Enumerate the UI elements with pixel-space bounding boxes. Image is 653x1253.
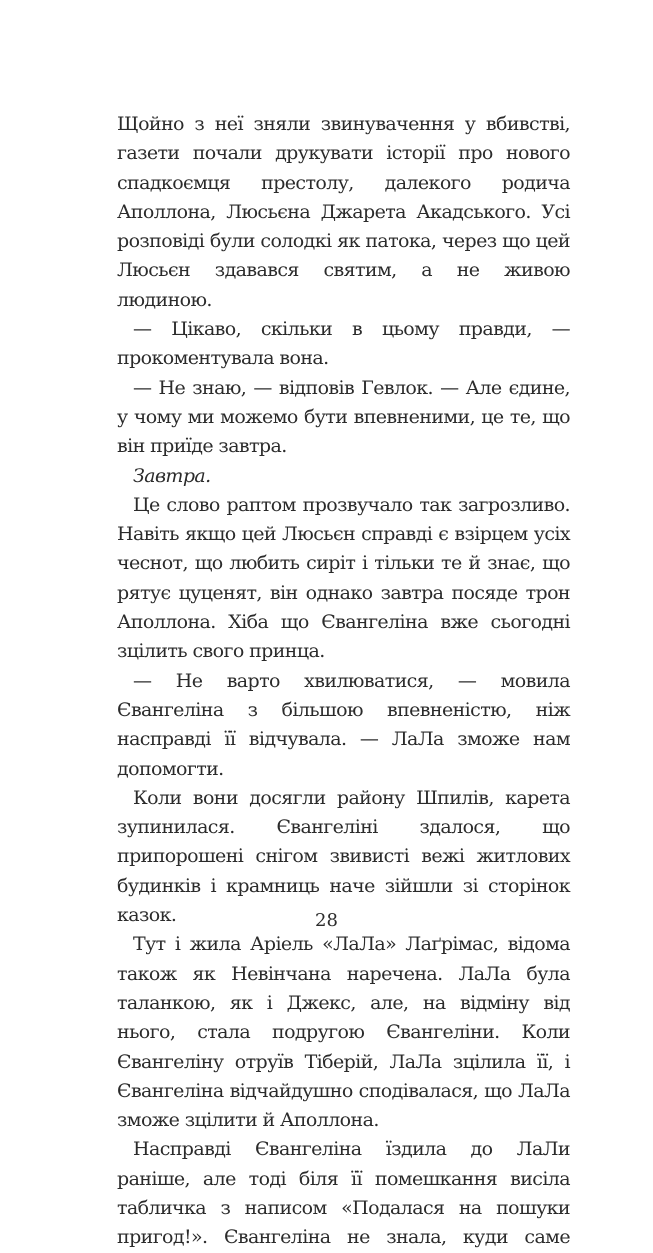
paragraph-tomorrow: Завтра. <box>133 464 211 487</box>
paragraph-dialogue-havelock: — Не знаю, — відповів Гевлок. — Але єдине, у чому ми можемо бути впевненими, це те, що він приїде завтра. <box>117 376 570 458</box>
paragraph-sign: Насправді Євангеліна їздила до ЛаЛи раніше, але тоді біля її помешкання висіла табличка з написом «Подалася на пошуки пригод!». Євангеліна не знала, куди саме <box>117 1138 570 1249</box>
paragraph-spires: Коли вони досягли району Шпилів, карета зупинилася. Євангеліні здалося, що припорошені снігом звивисті вежі житлових будинків і крамниць наче зійшли зі сторінок казок. <box>117 786 570 927</box>
paragraph-dialogue-lala: — Не варто хвилюватися, — мовила Євангеліна з більшою впевненістю, ніж насправді її відчувала. — ЛаЛа зможе нам допомогти. <box>117 669 570 780</box>
paragraph-ariel: Тут і жила Аріель «ЛаЛа» Лаґрімас, відома також як Невінчана наречена. ЛаЛа була таланкою, як і Джекс, але, на відміну від нього, стала подругою Євангеліни. Коли Євангеліну отруїв Тіберій, ЛаЛа зцілила її, і Євангеліна відчайдушно сподівалася, що ЛаЛа зможе зцілити й Аполлона. <box>117 933 570 1132</box>
page-number: 28 <box>315 910 338 931</box>
paragraph-threatening: Це слово раптом прозвучало так загрозливо. Навіть якщо цей Люсьєн справді є взірцем усіх чеснот, що любить сиріт і тільки те й знає, що рятує цуценят, він однако завтра посяде трон Аполлона. Хіба що Євангеліна вже сьогодні зцілить свого принца. <box>117 493 570 663</box>
book-page-body <box>117 110 570 1253</box>
paragraph-newspapers: Щойно з неї зняли звинувачення у вбивстві, газети почали друкувати історії про нового спадкоємця престолу, далекого родича Аполлона, Люсьєна Джарета Акадського. Усі розповіді були солодкі як патока, через що цей Люсьєн здавався святим, а не живою людиною. <box>117 113 570 311</box>
paragraph-dialogue-truth: — Цікаво, скільки в цьому правди, — прокоментувала вона. <box>117 318 570 370</box>
